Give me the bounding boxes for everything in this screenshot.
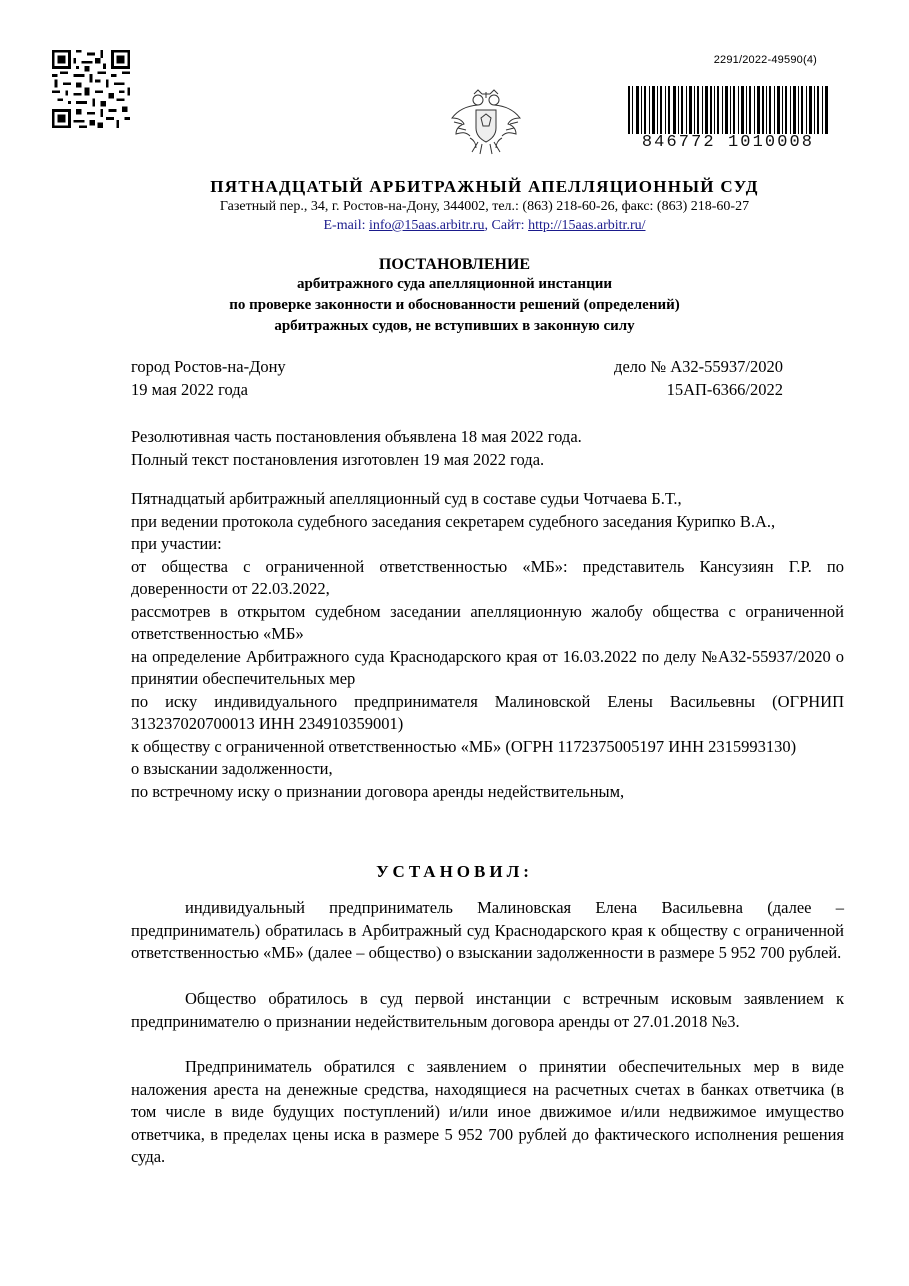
composition-line: от общества с ограниченной ответственностью «МБ»: представитель Кансузиян Г.Р. по доверенности от 22.03.2022, (131, 556, 844, 598)
barcode-number: 846772 1010008 (641, 133, 815, 152)
document-type: ПОСТАНОВЛЕНИЕ (378, 256, 531, 273)
appeal-number: 15АП-6366/2022 (666, 380, 783, 399)
case-number: дело № А32-55937/2020 (614, 357, 783, 376)
fulltext-prepared: Полный текст постановления изготовлен 19 мая 2022 года. (131, 450, 545, 469)
subtitle-line-2: по проверке законности и обоснованности решений (определений) (229, 297, 680, 313)
court-contacts (30, 218, 909, 234)
composition-line: рассмотрев в открытом судебном заседании апелляционную жалобу общества с ограниченной ответственностью «МБ» (131, 601, 844, 643)
composition-line: Пятнадцатый арбитражный апелляционный суд в составе судьи Чотчаева Б.Т., (131, 489, 682, 508)
composition-line: к обществу с ограниченной ответственностью «МБ» (ОГРН 1172375005197 ИНН 2315993130) (131, 736, 797, 756)
composition-line: при ведении протокола судебного заседания секретарем судебного заседания Курипко В.А., (131, 511, 776, 531)
body-paragraph: Предприниматель обратился с заявлением о принятии обеспечительных мер в виде наложения ареста на денежные средства, находящиеся на расчетных счетах в банках ответчика (в том числе в виде будущих поступлений) и/или иное движимое и/или недвижимое имущество ответчика, в пределах цены иска в размере 5 952 700 рублей до фактического исполнения решения суда. (131, 1057, 844, 1166)
email-prefix: E-mail: (323, 218, 369, 233)
russian-coat-of-arms-icon (448, 88, 524, 158)
court-name: ПЯТНАДЦАТЫЙ АРБИТРАЖНЫЙ АПЕЛЛЯЦИОННЫЙ СУД (210, 177, 759, 196)
city: город Ростов-на-Дону (131, 357, 286, 376)
subtitle-line-3: арбитражных судов, не вступивших в законную силу (274, 318, 635, 334)
composition-line: при участии: (131, 534, 222, 553)
subtitle-line-1: арбитражного суда апелляционной инстанции (296, 276, 612, 292)
site-prefix: , Сайт: (484, 218, 529, 233)
decision-date: 19 мая 2022 года (131, 380, 248, 399)
court-address: Газетный пер., 34, г. Ростов-на-Дону, 344002, тел.: (863) 218-60-26, факс: (863) 218-60-27 (219, 199, 750, 214)
body-paragraph: индивидуальный предприниматель Малиновская Елена Васильевна (далее – предприниматель) обратилась в Арбитражный суд Краснодарского края к обществу с ограниченной ответственностью «МБ» (далее – общество) о взыскании задолженности в размере 5 952 700 рублей. (131, 898, 844, 962)
site-link[interactable]: http://15aas.arbitr.ru/ (528, 218, 646, 233)
established-heading: УСТАНОВИЛ: (376, 862, 533, 881)
body-paragraph: Общество обратилось в суд первой инстанции с встречным исковым заявлением к предпринимателю о признании недействительным договора аренды от 27.01.2018 №3. (131, 989, 844, 1031)
court-composition (131, 488, 844, 803)
composition-line: на определение Арбитражного суда Краснодарского края от 16.03.2022 по делу №А32-55937/2020 о принятии обеспечительных мер (131, 646, 844, 688)
qr-code-icon (52, 50, 130, 128)
composition-line: о взыскании задолженности, (131, 759, 333, 778)
resolution-announced: Резолютивная часть постановления объявлена 18 мая 2022 года. (131, 427, 582, 446)
composition-line: по встречному иску о признании договора аренды недействительным, (131, 781, 625, 801)
document-id: 2291/2022-49590(4) (713, 54, 817, 66)
composition-line: по иску индивидуального предпринимателя Малиновской Елены Васильевны (ОГРНИП 313237020700013 ИНН 234910359001) (131, 691, 844, 733)
email-link[interactable]: info@15aas.arbitr.ru (368, 218, 485, 233)
